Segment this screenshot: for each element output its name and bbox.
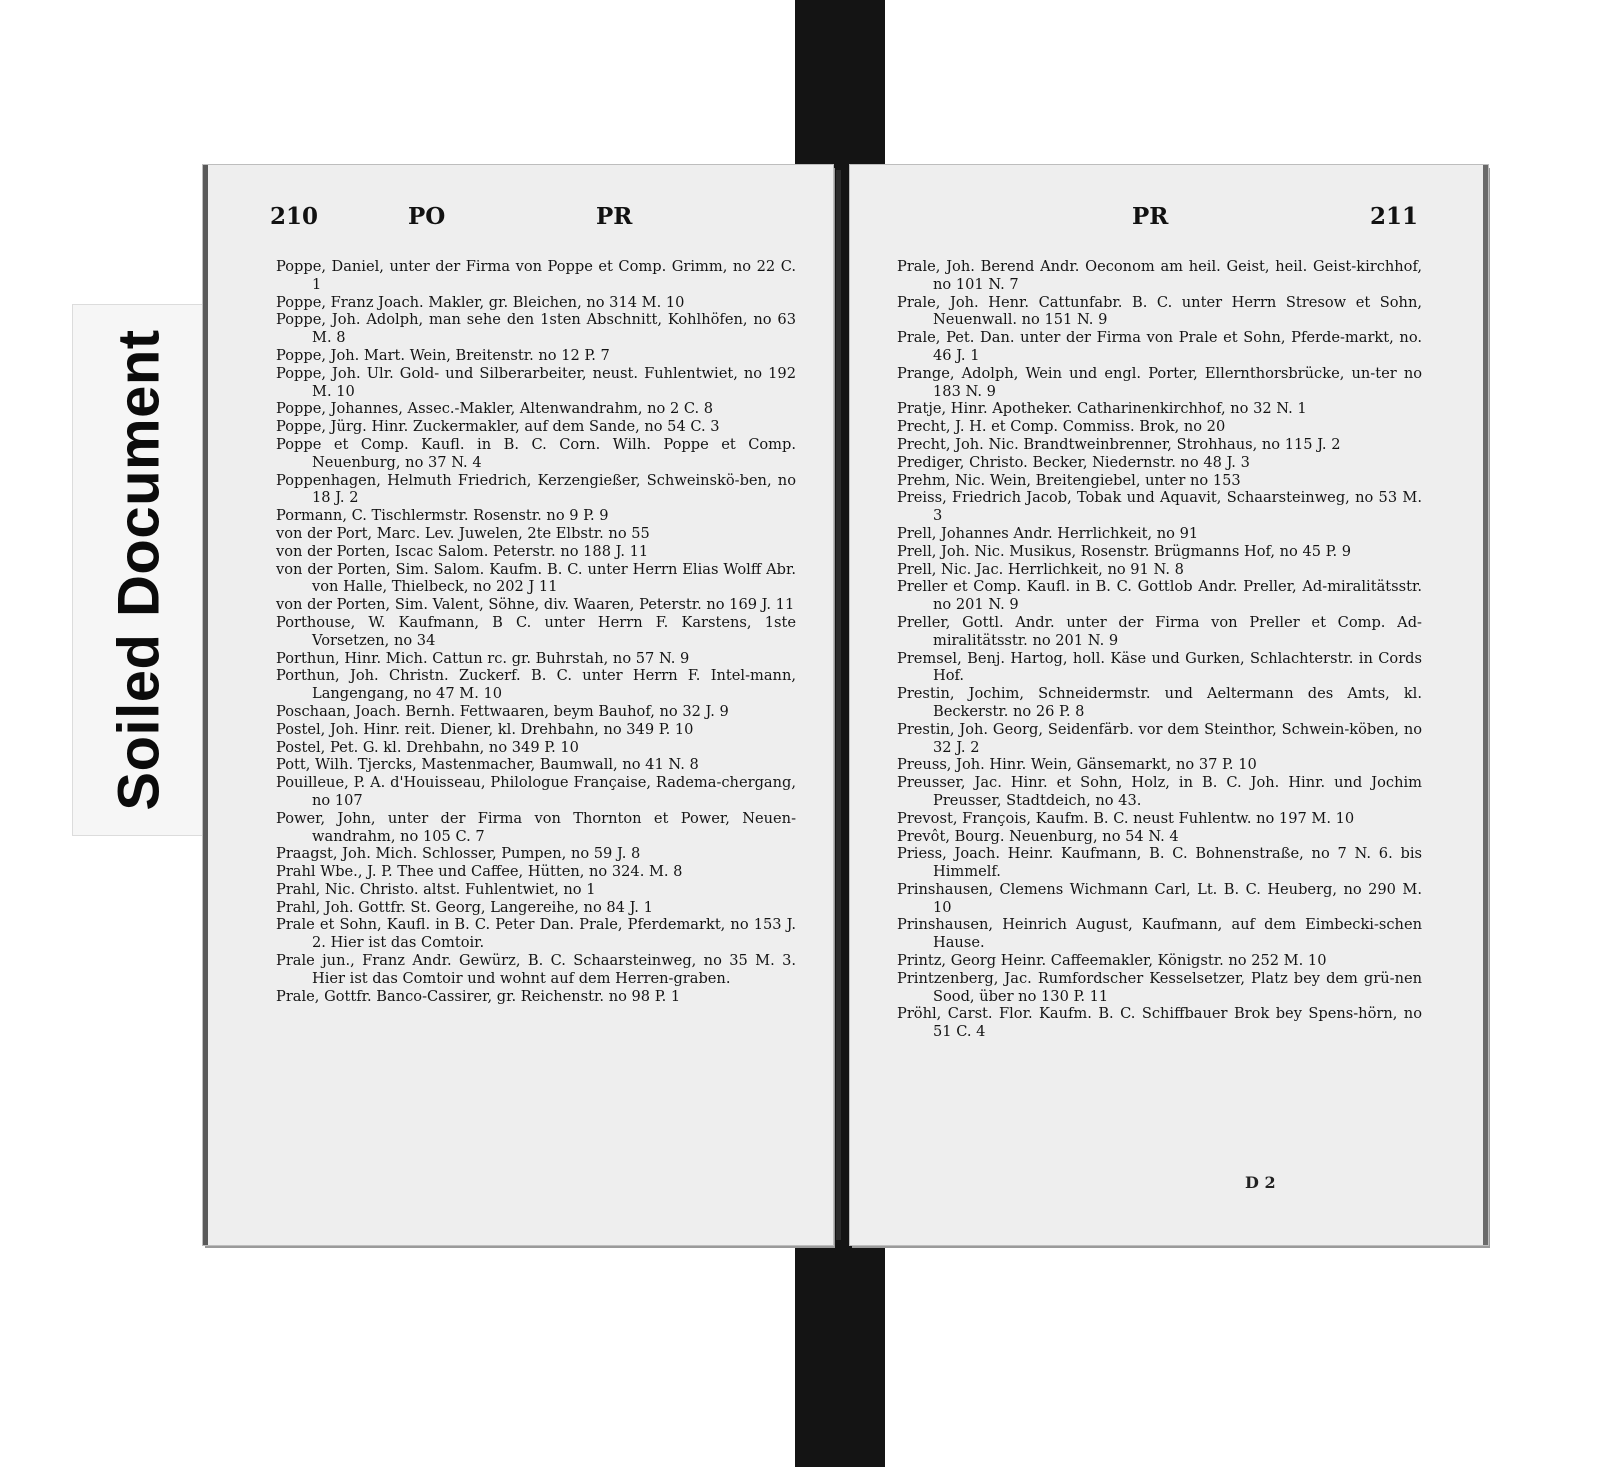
directory-entry: Postel, Joh. Hinr. reit. Diener, kl. Drehbahn, no 349 P. 10	[276, 720, 694, 738]
directory-entry: Prinshausen, Clemens Wichmann Carl, Lt. B. C. Heuberg, no 290 M. 10	[897, 880, 1422, 916]
directory-entry: Preller et Comp. Kaufl. in B. C. Gottlob Andr. Preller, Ad-miralitätsstr. no 201 N. 9	[897, 578, 1422, 614]
directory-entry: Prale, Joh. Henr. Cattunfabr. B. C. unter Herrn Stresow et Sohn, Neuenwall. no 151 N. 9	[897, 293, 1422, 329]
directory-entry: Preller, Gottl. Andr. unter der Firma von Preller et Comp. Ad-miralitätsstr. no 201 N. 9	[897, 613, 1422, 649]
directory-entry: Prange, Adolph, Wein und engl. Porter, Ellernthorsbrücke, un-ter no 183 N. 9	[897, 364, 1422, 400]
directory-entry: Poppe, Daniel, unter der Firma von Poppe et Comp. Grimm, no 22 C. 1	[276, 258, 796, 293]
directory-entry: Printzenberg, Jac. Rumfordscher Kesselsetzer, Platz bey dem grü-nen Sood, über no 130 P. 11	[897, 969, 1422, 1005]
directory-entry: Pouilleue, P. A. d'Houisseau, Philologue Française, Radema-chergang, no 107	[276, 774, 796, 809]
directory-entry: Prehm, Nic. Wein, Breitengiebel, unter no 153	[897, 471, 1241, 489]
soiled-document-text: Soiled Document	[106, 329, 172, 811]
directory-entry: von der Porten, Iscac Salom. Peterstr. no 188 J. 11	[276, 542, 649, 560]
directory-entry: Poppe, Joh. Mart. Wein, Breitenstr. no 12 P. 7	[276, 346, 610, 364]
directory-entry: von der Porten, Sim. Salom. Kaufm. B. C. unter Herrn Elias Wolff Abr. von Halle, Thielbeck, no 202 J 11	[276, 560, 796, 596]
directory-entry: Poschaan, Joach. Bernh. Fettwaaren, beym Bauhof, no 32 J. 9	[276, 702, 729, 720]
directory-entry: Poppe, Johannes, Assec.-Makler, Altenwandrahm, no 2 C. 8	[276, 400, 714, 418]
page-number-right: 211	[1370, 203, 1419, 230]
directory-entry: Prediger, Christo. Becker, Niedernstr. no 48 J. 3	[897, 453, 1250, 471]
directory-entry: Power, John, unter der Firma von Thornton et Power, Neuen-wandrahm, no 105 C. 7	[276, 809, 796, 845]
directory-entry: Prahl Wbe., J. P. Thee und Caffee, Hütten, no 324. M. 8	[276, 863, 683, 881]
directory-entry: Prell, Johannes Andr. Herrlichkeit, no 91	[897, 524, 1199, 542]
directory-entry: Prell, Joh. Nic. Musikus, Rosenstr. Brügmanns Hof, no 45 P. 9	[897, 542, 1352, 560]
binding-thread	[836, 170, 841, 1240]
directory-entry: Poppe et Comp. Kaufl. in B. C. Corn. Wilh. Poppe et Comp. Neuenburg, no 37 N. 4	[276, 435, 796, 471]
directory-entry: Pott, Wilh. Tjercks, Mastenmacher, Baumwall, no 41 N. 8	[276, 756, 699, 774]
directory-entry: Prahl, Joh. Gottfr. St. Georg, Langereihe, no 84 J. 1	[276, 898, 653, 916]
directory-entry: Pormann, C. Tischlermstr. Rosenstr. no 9 P. 9	[276, 507, 609, 525]
directory-entry: Pröhl, Carst. Flor. Kaufm. B. C. Schiffbauer Brok bey Spens-hörn, no 51 C. 4	[897, 1005, 1422, 1041]
directory-entry: Priess, Joach. Heinr. Kaufmann, B. C. Bohnenstraße, no 7 N. 6. bis Himmelf.	[897, 845, 1422, 881]
page-number-left: 210	[270, 203, 319, 230]
directory-entry: Prell, Nic. Jac. Herrlichkeit, no 91 N. 8	[897, 560, 1184, 578]
directory-entry: Prahl, Nic. Christo. altst. Fuhlentwiet, no 1	[276, 880, 596, 898]
header-left-running-title: PO	[408, 203, 446, 230]
directory-entry: Porthouse, W. Kaufmann, B C. unter Herrn F. Karstens, 1ste Vorsetzen, no 34	[276, 613, 796, 649]
directory-entry: Prale jun., Franz Andr. Gewürz, B. C. Schaarsteinweg, no 35 M. 3. Hier ist das Comtoir und wohnt auf dem Herren-graben.	[276, 952, 796, 987]
directory-entry: Poppe, Joh. Adolph, man sehe den 1sten Abschnitt, Kohlhöfen, no 63 M. 8	[276, 311, 796, 347]
directory-entry: Poppe, Joh. Ulr. Gold- und Silberarbeiter, neust. Fuhlentwiet, no 192 M. 10	[276, 364, 796, 400]
directory-entry: Prevôt, Bourg. Neuenburg, no 54 N. 4	[897, 827, 1179, 845]
directory-entry: Preusser, Jac. Hinr. et Sohn, Holz, in B. C. Joh. Hinr. und Jochim Preusser, Stadtdeich, no 43.	[897, 774, 1422, 809]
signature-mark: D 2	[1245, 1173, 1276, 1192]
right-page	[850, 165, 1488, 1245]
header-running-title: PR	[1132, 203, 1169, 230]
right-page-header	[850, 203, 1483, 243]
right-entry-list	[897, 258, 1422, 1041]
directory-entry: Preiss, Friedrich Jacob, Tobak und Aquavit, Schaarsteinweg, no 53 M. 3	[897, 489, 1422, 525]
directory-entry: Poppe, Jürg. Hinr. Zuckermakler, auf dem Sande, no 54 C. 3	[276, 418, 720, 436]
directory-entry: Precht, Joh. Nic. Brandtweinbrenner, Strohhaus, no 115 J. 2	[897, 435, 1341, 453]
directory-entry: Prevost, François, Kaufm. B. C. neust Fuhlentw. no 197 M. 10	[897, 809, 1355, 827]
directory-entry: Praagst, Joh. Mich. Schlosser, Pumpen, no 59 J. 8	[276, 845, 641, 863]
directory-entry: Precht, J. H. et Comp. Commiss. Brok, no 20	[897, 418, 1226, 436]
left-page-header	[208, 203, 833, 243]
directory-entry: Printz, Georg Heinr. Caffeemakler, Königstr. no 252 M. 10	[897, 952, 1327, 970]
left-entry-list	[276, 258, 796, 1005]
directory-entry: Postel, Pet. G. kl. Drehbahn, no 349 P. 10	[276, 738, 579, 756]
header-right-running-title: PR	[596, 203, 633, 230]
directory-entry: von der Port, Marc. Lev. Juwelen, 2te Elbstr. no 55	[276, 524, 650, 542]
directory-entry: Prestin, Joh. Georg, Seidenfärb. vor dem Steinthor, Schwein-köben, no 32 J. 2	[897, 720, 1422, 756]
directory-entry: Pratje, Hinr. Apotheker. Catharinenkirchhof, no 32 N. 1	[897, 400, 1307, 418]
directory-entry: Porthun, Hinr. Mich. Cattun rc. gr. Buhrstah, no 57 N. 9	[276, 649, 690, 667]
directory-entry: Poppe, Franz Joach. Makler, gr. Bleichen, no 314 M. 10	[276, 293, 685, 311]
directory-entry: Prinshausen, Heinrich August, Kaufmann, auf dem Eimbecki-schen Hause.	[897, 916, 1422, 952]
directory-entry: Prale, Pet. Dan. unter der Firma von Prale et Sohn, Pferde-markt, no. 46 J. 1	[897, 329, 1422, 364]
directory-entry: Prale, Joh. Berend Andr. Oeconom am heil. Geist, heil. Geist-kirchhof, no 101 N. 7	[897, 258, 1422, 293]
directory-entry: Premsel, Benj. Hartog, holl. Käse und Gurken, Schlachterstr. in Cords Hof.	[897, 649, 1422, 685]
directory-entry: Prale et Sohn, Kaufl. in B. C. Peter Dan. Prale, Pferdemarkt, no 153 J. 2. Hier ist das Comtoir.	[276, 916, 796, 952]
left-page	[203, 165, 833, 1245]
soiled-document-label	[72, 304, 206, 836]
directory-entry: Prale, Gottfr. Banco-Cassirer, gr. Reichenstr. no 98 P. 1	[276, 987, 681, 1005]
directory-entry: Poppenhagen, Helmuth Friedrich, Kerzengießer, Schweinskö-ben, no 18 J. 2	[276, 471, 796, 507]
directory-entry: von der Porten, Sim. Valent, Söhne, div. Waaren, Peterstr. no 169 J. 11	[276, 596, 795, 614]
directory-entry: Porthun, Joh. Christn. Zuckerf. B. C. unter Herrn F. Intel-mann, Langengang, no 47 M. 10	[276, 667, 796, 703]
directory-entry: Preuss, Joh. Hinr. Wein, Gänsemarkt, no 37 P. 10	[897, 756, 1257, 774]
directory-entry: Prestin, Jochim, Schneidermstr. und Aeltermann des Amts, kl. Beckerstr. no 26 P. 8	[897, 685, 1422, 720]
